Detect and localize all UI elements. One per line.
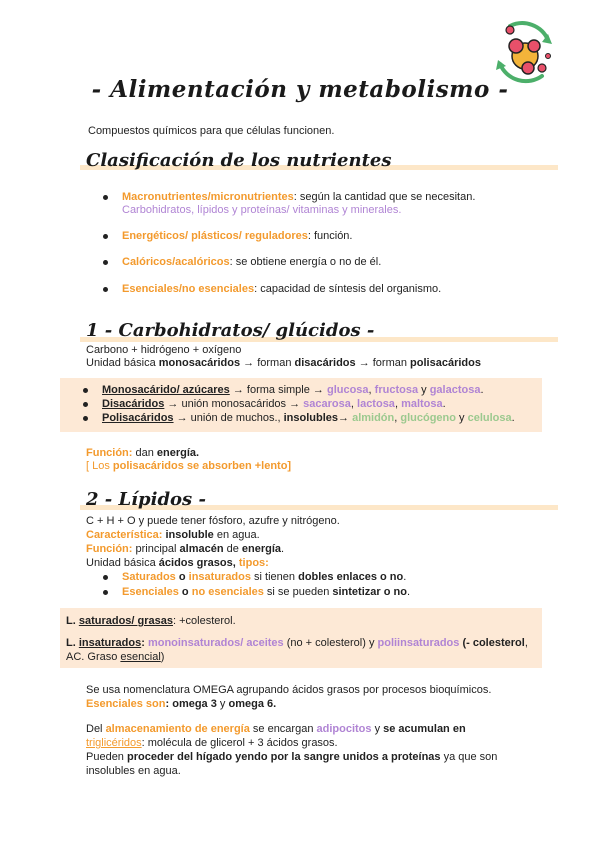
lip-line1: C + H + O y puede tener fósforo, azufre y nitrógeno. bbox=[86, 515, 340, 527]
box-insaturados-cont: AC. Graso esencial) bbox=[66, 651, 165, 663]
page-title: - Alimentación y metabolismo - bbox=[91, 76, 509, 103]
box-item: Disacáridos → unión monosacáridos → sacarosa, lactosa, maltosa. bbox=[83, 397, 446, 411]
trigliceridos-line: triglicéridos: molécula de glicerol + 3 ácidos grasos. bbox=[86, 737, 338, 749]
list-item: Energéticos/ plásticos/ reguladores: función. bbox=[103, 229, 352, 243]
heading-carbohidratos: 1 - Carbohidratos/ glúcidos - bbox=[86, 320, 375, 341]
list-item: Calóricos/acalóricos: se obtiene energía o no de él. bbox=[103, 255, 381, 269]
heading-clasificacion: Clasificación de los nutrientes bbox=[86, 150, 392, 171]
box-item: Monosacárido/ azúcares → forma simple → glucosa, fructosa y galactosa. bbox=[83, 383, 484, 397]
carbo-line2: Unidad básica monosacáridos → forman disacáridos → forman polisacáridos bbox=[86, 357, 481, 369]
intro-text: Compuestos químicos para que células funcionen. bbox=[88, 125, 335, 137]
box-item: Polisacáridos → unión de muchos., insolubles→ almidón, glucógeno y celulosa. bbox=[83, 411, 515, 425]
carbo-note: [ Los polisacáridos se absorben +lento] bbox=[86, 460, 292, 472]
pueden-line: Pueden proceder del hígado yendo por la sangre unidos a proteínas ya que son bbox=[86, 751, 498, 763]
list-item-sub: Carbohidratos, lípidos y proteínas/ vitaminas y minerales. bbox=[122, 204, 402, 216]
list-item: Saturados o insaturados si tienen dobles enlaces o no. bbox=[103, 570, 406, 584]
list-item: Esenciales o no esenciales si se pueden sintetizar o no. bbox=[103, 585, 410, 599]
list-item: Esenciales/no esenciales: capacidad de síntesis del organismo. bbox=[103, 282, 441, 296]
lip-caracteristica: Característica: insoluble en agua. bbox=[86, 529, 260, 541]
box-saturados: L. saturados/ grasas: +colesterol. bbox=[66, 615, 236, 627]
box-insaturados: L. insaturados: monoinsaturados/ aceites (no + colesterol) y poliinsaturados (- colesterol, bbox=[66, 637, 528, 649]
lip-unidad: Unidad básica ácidos grasos, tipos: bbox=[86, 557, 269, 569]
omega-line1: Se usa nomenclatura OMEGA agrupando ácidos grasos por procesos bioquímicos. bbox=[86, 684, 492, 696]
list-item: Macronutrientes/micronutrientes: según la cantidad que se necesitan. bbox=[103, 190, 475, 204]
omega-line2: Esenciales son: omega 3 y omega 6. bbox=[86, 698, 277, 710]
lip-funcion: Función: principal almacén de energía. bbox=[86, 543, 285, 555]
carbo-line1: Carbono + hidrógeno + oxígeno bbox=[86, 344, 242, 356]
almacen-line: Del almacenamiento de energía se encargan adipocitos y se acumulan en bbox=[86, 723, 466, 735]
heading-lipidos: 2 - Lípidos - bbox=[86, 489, 206, 510]
carbo-funcion: Función: dan energía. bbox=[86, 447, 200, 459]
insolubles-line: insolubles en agua. bbox=[86, 765, 181, 777]
